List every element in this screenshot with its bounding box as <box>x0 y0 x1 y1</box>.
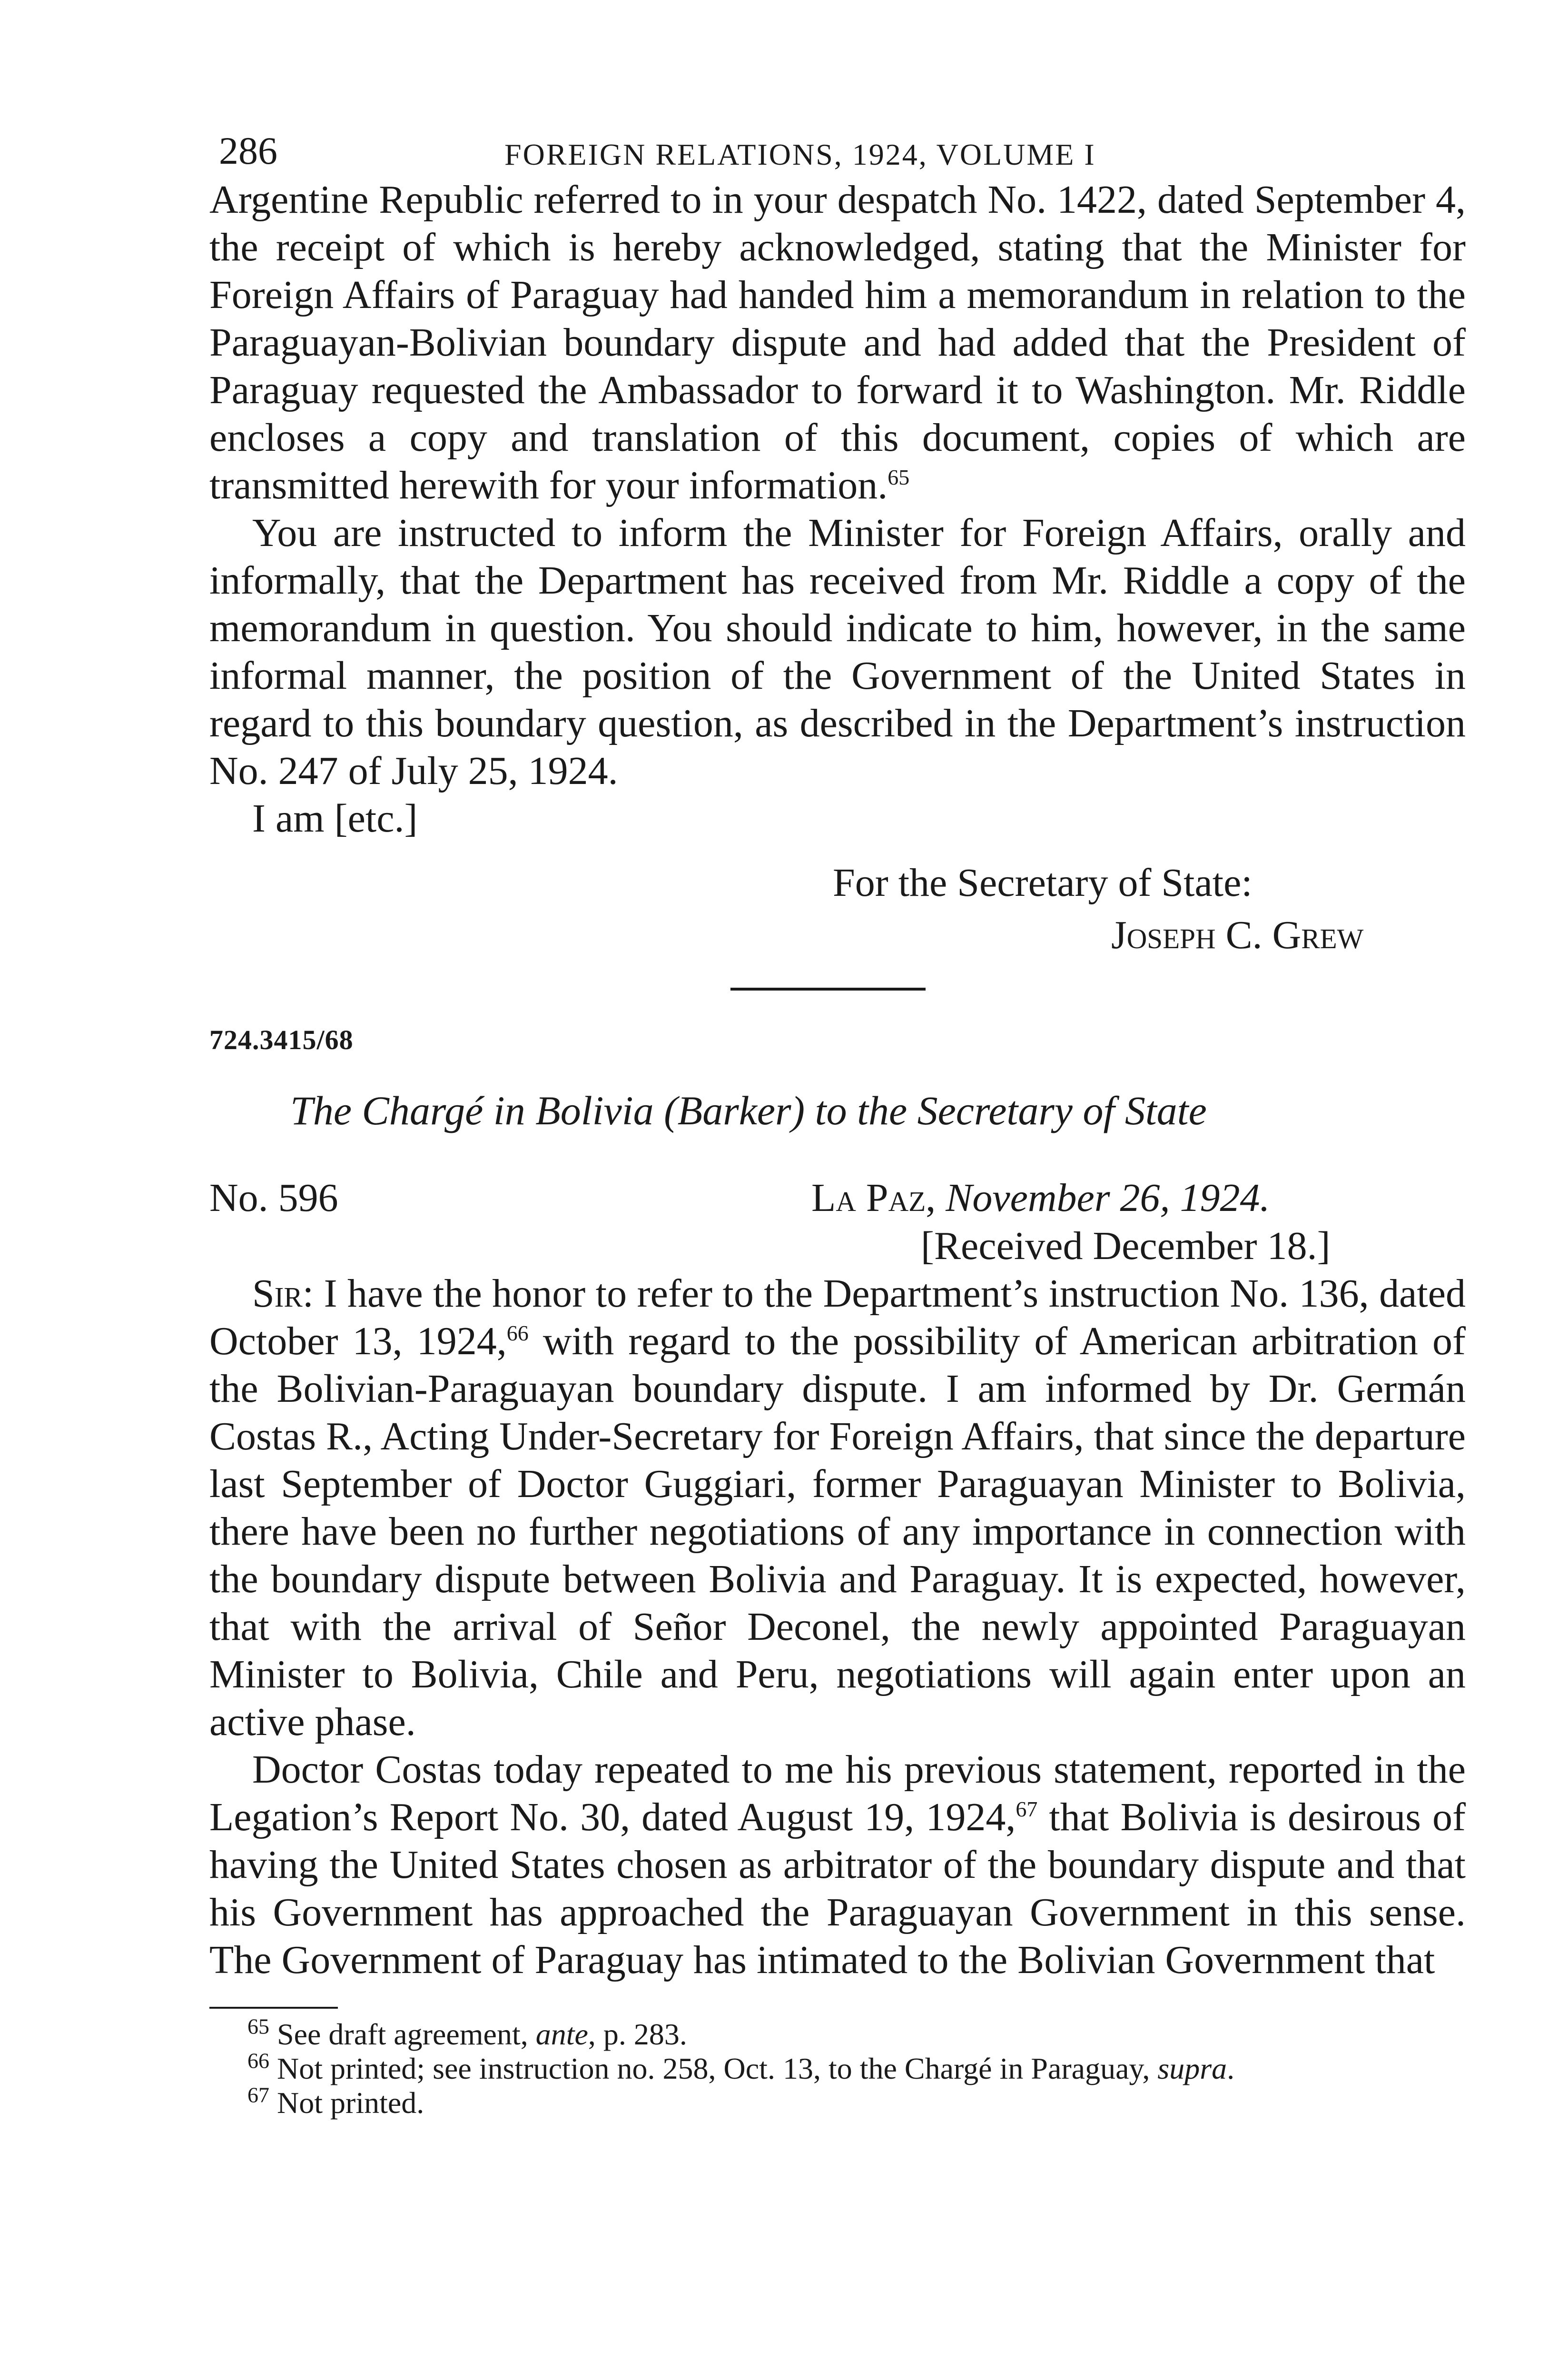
place: La Paz, <box>811 1176 936 1220</box>
footnote-ref: 66 <box>506 1321 529 1345</box>
document-page <box>209 119 1466 2120</box>
footnote-mark: 67 <box>247 2082 269 2107</box>
date: November 26, 1924. <box>946 1176 1270 1220</box>
footnote <box>209 2082 1466 2120</box>
body-paragraph <box>209 1270 1466 1746</box>
file-number: 724.3415/68 <box>209 1024 354 1055</box>
body-paragraph <box>209 176 1466 509</box>
footnote-text: Not printed. <box>269 2086 424 2120</box>
footnote-divider <box>209 2007 338 2009</box>
signatory-name: Joseph C. Grew <box>1111 913 1364 957</box>
footnote-text: Not printed; see instruction no. 258, Oct. 13, to the Chargé in Paraguay, <box>269 2052 1158 2085</box>
paragraph-text: Argentine Republic referred to in your despatch No. 1422, dated September 4, the receipt of which is hereby acknowledged, stating that the Minister for Foreign Affairs of Paraguay had handed him a memorandum in relation to the Paraguayan-Bolivian boundary dispute and had added that the President of Paraguay requested the Ambassador to forward it to Washington. Mr. Riddle encloses a copy and translation of this document, copies of which are transmitted herewith for your information. <box>209 178 1466 507</box>
footnote-italic: ante <box>535 2017 588 2051</box>
footnote-mark: 65 <box>247 2014 269 2039</box>
document-number: No. 596 <box>209 1176 338 1220</box>
footnote-text: , p. 283. <box>588 2017 687 2051</box>
footnote-ref: 67 <box>1016 1797 1038 1821</box>
closing: I am [etc.] <box>252 796 418 841</box>
footnote-mark: 66 <box>247 2048 269 2073</box>
place-date <box>811 1175 1270 1221</box>
footnote-text: See draft agreement, <box>269 2017 536 2051</box>
document-title: The Chargé in Bolivia (Barker) to the Secretary of State <box>290 1088 1207 1133</box>
body-paragraph <box>209 1746 1466 1984</box>
paragraph-text: that Bolivia is desirous of having the United States chosen as arbitrator of the boundary dispute and that his Government has approached the Paraguayan Government in this sense. The Government of Paraguay has intimated to the Bolivian Government that <box>209 1795 1466 1982</box>
paragraph-text: Doctor Costas today repeated to me his previous statement, reported in the Legation’s Report No. 30, dated August 19, 1924, <box>209 1747 1466 1839</box>
paragraph-text: with regard to the possibility of American arbitration of the Bolivian-Paraguayan boundary dispute. I am informed by Dr. Germán Costas R., Acting Under-Secretary for Foreign Affairs, that since the departure last September of Doctor Guggiari, former Paraguayan Minister to Bolivia, there have been no further negotiations of any importance in connection with the boundary dispute between Bolivia and Paraguay. It is expected, however, that with the arrival of Señor Deconel, the newly appointed Paraguayan Minister to Bolivia, Chile and Peru, negotiations will again enter upon an active phase. <box>209 1319 1466 1744</box>
footnote-ref: 65 <box>888 465 910 489</box>
running-header <box>209 119 1466 176</box>
page-number: 286 <box>219 129 277 172</box>
received-note: [Received December 18.] <box>921 1224 1331 1268</box>
running-title: FOREIGN RELATIONS, 1924, VOLUME I <box>504 138 1096 171</box>
footnote <box>209 2048 1466 2086</box>
section-divider <box>730 988 926 991</box>
footnote <box>209 2014 1466 2052</box>
footnote-text: . <box>1227 2052 1235 2085</box>
footnote-italic: supra <box>1157 2052 1227 2085</box>
salutation: Sir: <box>252 1271 314 1316</box>
signature-line: For the Secretary of State: <box>833 861 1252 905</box>
paragraph-text: I have the honor to refer to the Department’s instruction No. 136, dated October 13, 1924, <box>209 1271 1466 1363</box>
body-paragraph: You are instructed to inform the Minister for Foreign Affairs, orally and informally, that the Department has received from Mr. Riddle a copy of the memorandum in question. You should indicate to him, however, in the same informal manner, the position of the Government of the United States in regard to this boundary question, as described in the Department’s instruction No. 247 of July 25, 1924. <box>209 511 1466 793</box>
dateline <box>209 1160 1466 1222</box>
